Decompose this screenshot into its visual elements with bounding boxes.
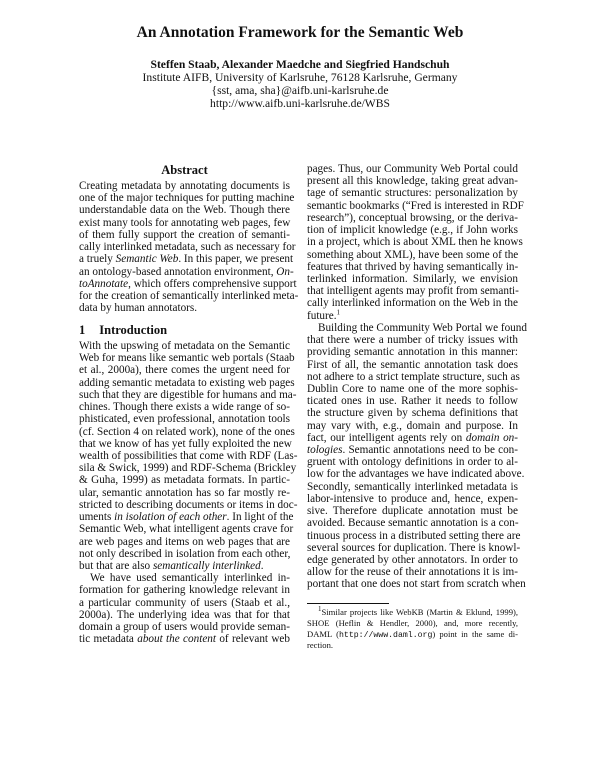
text-segment: http://www.daml.org: [339, 631, 433, 640]
text-line: formation for gathering knowledge relevant in: [79, 584, 290, 597]
text-line: the structure given by schema definitions that: [307, 407, 518, 420]
text-line: Building the Community Web Portal we found: [318, 321, 527, 334]
text-line: such that they are digestible for humans and ma-: [79, 388, 297, 401]
text-line: [307, 307, 518, 322]
text-line: [79, 253, 294, 266]
text-line: not adhere to a strict template structure, such as: [307, 370, 520, 383]
text-line: et al., 2000a), there comes the urgent need for: [79, 364, 290, 377]
text-line: [79, 633, 290, 645]
abstract-heading: Abstract: [161, 163, 208, 177]
text-line: phisticated, even professional, annotation tools: [79, 413, 290, 426]
text-segment: of relevant web: [216, 633, 290, 646]
text-line: pages. Thus, our Community Web Portal could: [307, 163, 518, 175]
text-segment: ) point in the same di-: [432, 629, 518, 639]
text-line: sila & Swick, 1999) and RDF-Schema (Brickley: [79, 462, 297, 475]
text-line: terlinked information. Similarly, we envision: [307, 272, 518, 285]
text-line: allow for the reuse of their annotations it is im-: [307, 566, 518, 579]
text-line: features that thrived by having semantically in-: [307, 260, 519, 273]
text-line: data by human annotators.: [79, 302, 198, 315]
text-line: exist many tools for annotating web pages, few: [79, 216, 291, 229]
text-segment: fact, our intelligent agents rely on: [307, 431, 466, 444]
text-segment: . In light of the: [226, 511, 294, 524]
text-line: for the creation of semantically interlinked meta-: [79, 289, 299, 302]
text-segment: semantically interlinked: [152, 559, 261, 572]
text-segment: .: [260, 559, 264, 572]
text-line: tion of implicit knowledge (e.g., if John works: [307, 224, 518, 237]
text-segment: Semantic Web: [115, 253, 179, 266]
text-line: cally interlinked information on the Web in the: [307, 297, 518, 310]
text-line: that there were a number of tricky issues with: [307, 334, 518, 347]
text-segment: Similar projects like WebKB (Martin & Eklund, 1999),: [321, 607, 518, 617]
text-line: Dublin Core to name one of the more sophis-: [307, 382, 518, 395]
text-line: [79, 511, 294, 524]
text-line: in a project, which is about XML then he knows: [307, 236, 523, 249]
text-segment: an ontology-based annotation environment,: [79, 265, 277, 278]
text-line: are web pages and items on web pages that are: [79, 535, 290, 548]
text-line: domain a group of users would provide seman-: [79, 621, 290, 634]
text-line: several sources for duplication. There is knowl-: [307, 541, 521, 554]
text-line: sive. Therefore duplicate annotation must be: [307, 505, 518, 518]
authors: Steffen Staab, Alexander Maedche and Siegfried Handschuh: [150, 58, 450, 71]
introduction-heading: [79, 323, 167, 338]
text-line: that we know of has yet fully exploited the new: [79, 437, 292, 450]
text-segment: about the content: [137, 633, 216, 646]
text-segment: toAnnotate: [79, 277, 129, 290]
section-title: Introduction: [99, 323, 168, 337]
text-line: a particular community of users (Staab et al.,: [79, 596, 290, 609]
text-line: wealth of possibilities that come with RDF (Las-: [79, 449, 298, 462]
text-line: stricted to describing documents or items in doc-: [79, 498, 298, 511]
text-line: We have used semantically interlinked in-: [90, 572, 290, 585]
introduction-body: [79, 340, 298, 646]
text-line: gruent with ontology definitions in order to al-: [307, 456, 518, 469]
text-line: cally interlinked metadata, such as necessary for: [79, 241, 296, 254]
text-line: Secondly, semantically interlinked metadata is: [307, 480, 518, 493]
text-line: Creating metadata by annotating documents is: [79, 180, 290, 192]
text-line: understandable data on the Web. Though there: [79, 204, 290, 217]
text-line: labor-intensive to produce and, hence, expen-: [307, 492, 518, 505]
text-line: adding semantic metadata to existing web pages: [79, 376, 295, 389]
footnote-rule: [307, 603, 389, 604]
text-line: rection.: [307, 640, 334, 650]
text-segment: uments: [79, 511, 115, 524]
text-line: low for the advantages we have indicated above.: [307, 468, 525, 481]
author-emails: {sst, ama, sha}@aifb.uni-karlsruhe.de: [211, 84, 389, 97]
right-column-body: [307, 163, 527, 591]
text-segment: DAML (: [307, 629, 339, 639]
text-line: [79, 560, 290, 572]
footnote-marker: 1: [318, 605, 322, 614]
text-line: edge generated by other annotators. In order to: [307, 554, 518, 566]
text-segment: tologies: [307, 444, 343, 457]
text-segment: . Semantic annotations need to be con-: [342, 444, 518, 457]
text-line: providing semantic annotation in this manner:: [307, 346, 518, 359]
text-line: research”), conceptual browsing, or the deriva-: [307, 211, 518, 224]
text-line: semantic bookmarks (“Fred is interested in RDF: [307, 199, 524, 212]
text-line: of them fully support the creation of semanti-: [79, 228, 290, 241]
text-line: [307, 444, 518, 456]
text-line: present all this knowledge, taking great advan-: [307, 175, 518, 188]
text-line: 2000a). The underlying idea was that for that: [79, 608, 290, 621]
text-line: Web for means like semantic web portals (Staab: [79, 352, 295, 365]
text-line: may vary with, e.g., domain and purpose. In: [307, 419, 518, 432]
text-segment: domain on-: [465, 431, 518, 444]
text-line: Semantic Web, what intelligent agents crave for: [79, 523, 294, 536]
footnote: [307, 607, 518, 651]
abstract-body: [79, 180, 299, 315]
text-line: chines. Though there exists a wide range of so-: [79, 401, 290, 414]
text-line: tinuous process in a distributed setting there are: [307, 529, 521, 542]
text-line: ticated ones in use. Rather it needs to follow: [307, 395, 518, 408]
text-segment: , which offers comprehensive support: [128, 277, 297, 290]
text-line: ular, semantic annotation has so far mostly re-: [79, 486, 290, 499]
text-line: portant that one does not start from scratch when: [307, 578, 526, 591]
text-segment: in isolation of each other: [114, 511, 227, 524]
footnote-marker: 1: [336, 307, 341, 316]
text-segment: tic metadata: [79, 633, 138, 646]
text-line: that intelligent agents may profit from semanti-: [307, 285, 519, 298]
text-line: First of all, the semantic annotation task does: [307, 358, 518, 371]
text-line: avoided. Because semantic annotation is a con-: [307, 517, 519, 530]
text-line: [79, 265, 294, 278]
section-number: 1: [79, 323, 86, 337]
text-line: & Guha, 1999) as metadata formats. In partic-: [79, 474, 290, 487]
paper-title: An Annotation Framework for the Semantic Web: [136, 24, 464, 41]
text-line: (cf. Section 4 on related work), none of the ones: [79, 425, 295, 438]
affiliation: Institute AIFB, University of Karlsruhe, 76128 Karlsruhe, Germany: [142, 71, 458, 84]
text-segment: but that are also: [79, 559, 153, 572]
text-line: not only described in isolation from each other,: [79, 547, 291, 560]
text-segment: a truely: [79, 253, 116, 266]
text-line: [307, 432, 518, 444]
text-line: [307, 629, 518, 640]
text-line: With the upswing of metadata on the Semantic: [79, 340, 290, 352]
text-segment: On-: [276, 265, 294, 278]
text-segment: future.: [307, 309, 337, 322]
text-line: tage of semantic structures: personalization by: [307, 187, 518, 200]
text-line: [307, 607, 518, 618]
text-line: one of the major techniques for putting machine: [79, 192, 295, 205]
text-segment: . In this paper, we present: [178, 253, 294, 266]
text-line: something about XML), have been some of the: [307, 248, 519, 261]
group-url: http://www.aifb.uni-karlsruhe.de/WBS: [210, 97, 390, 110]
text-line: [79, 277, 297, 290]
text-line: SHOE (Heflin & Hendler, 2000), and, more recently,: [307, 618, 518, 628]
